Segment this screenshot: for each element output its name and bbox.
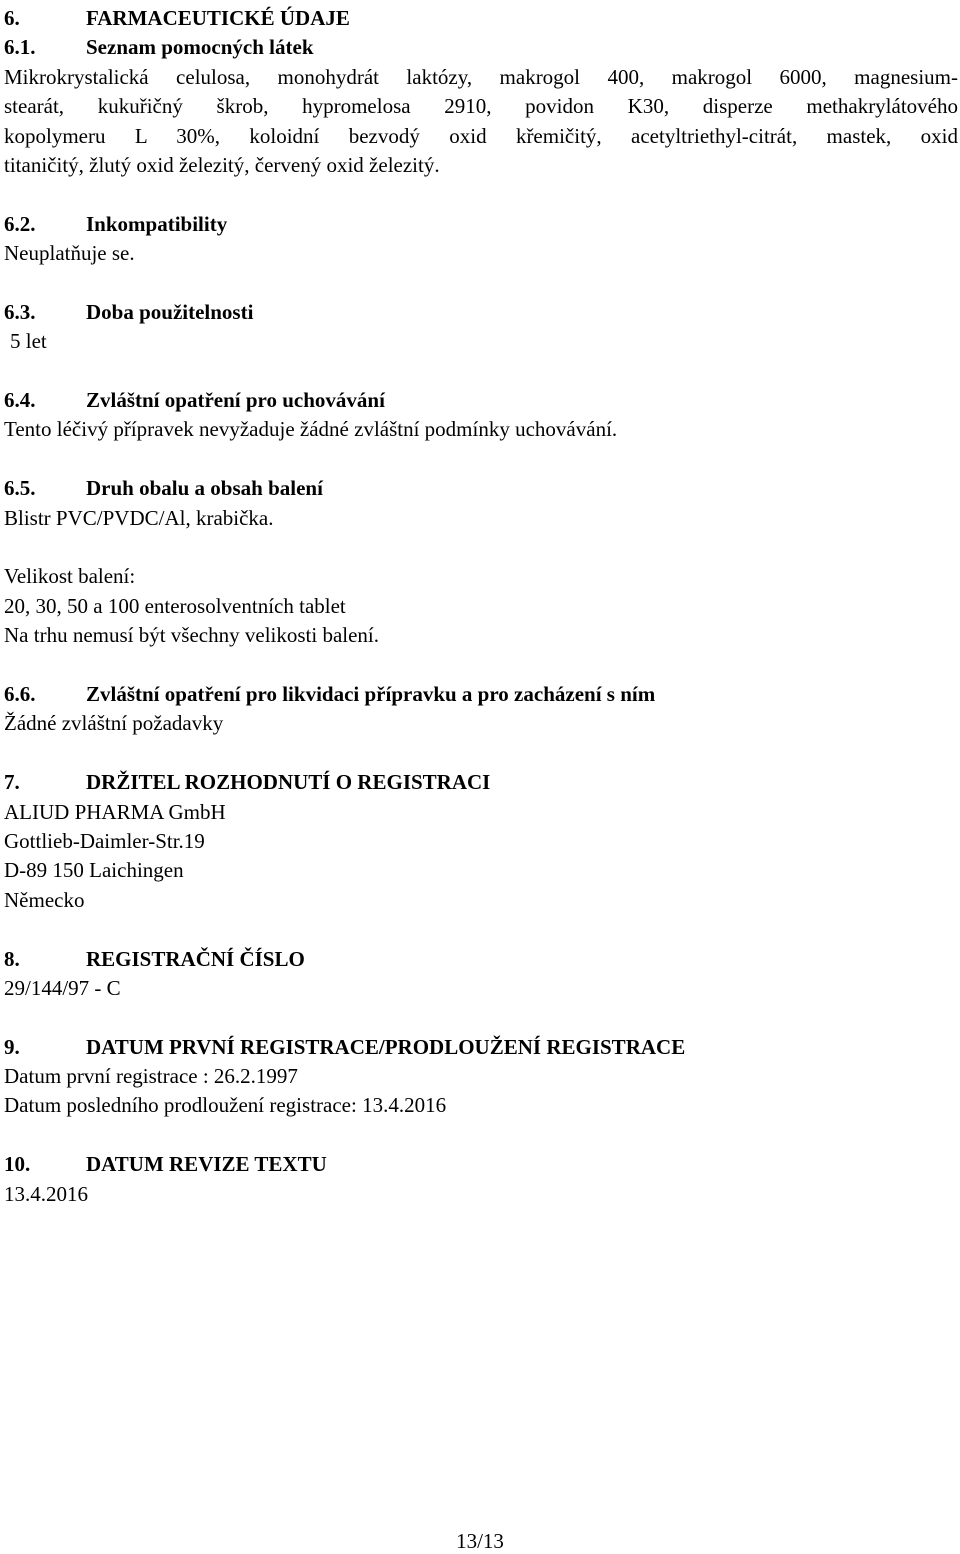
section-title: REGISTRAČNÍ ČÍSLO	[86, 946, 305, 971]
excipients-line-4: titaničitý, žlutý oxid železitý, červený oxid železitý.	[4, 152, 440, 177]
section-10-heading	[4, 1150, 958, 1179]
section-8-heading	[4, 945, 958, 974]
first-registration-date: Datum první registrace : 26.2.1997	[4, 1064, 298, 1089]
incompatibility-text: Neuplatňuje se.	[4, 241, 135, 266]
holder-company: ALIUD PHARMA GmbH	[4, 799, 226, 824]
section-number: 6.5.	[4, 476, 36, 501]
storage-text: Tento léčivý přípravek nevyžaduje žádné zvláštní podmínky uchovávání.	[4, 417, 618, 442]
section-6-heading	[4, 4, 958, 33]
section-number: 6.3.	[4, 299, 36, 324]
section-title: FARMACEUTICKÉ ÚDAJE	[86, 6, 350, 30]
holder-city: D-89 150 Laichingen	[4, 858, 184, 883]
holder-street: Gottlieb-Daimler-Str.19	[4, 828, 205, 853]
section-6-2-heading	[4, 210, 958, 239]
section-number: 6.	[4, 6, 20, 30]
section-number: 9.	[4, 1034, 20, 1059]
section-6-1-heading	[4, 33, 958, 62]
excipients-line-3: kopolymeru L 30%, koloidní bezvodý oxid křemičitý, acetyltriethyl-citrát, mastek, oxid	[4, 123, 958, 148]
renewal-date: Datum posledního prodloužení registrace: 13.4.2016	[4, 1093, 447, 1118]
pack-size-label: Velikost balení:	[4, 564, 136, 589]
disposal-text: Žádné zvláštní požadavky	[4, 711, 224, 736]
section-title: Seznam pomocných látek	[86, 35, 314, 60]
section-9-heading	[4, 1033, 958, 1062]
section-number: 7.	[4, 770, 20, 795]
section-title: Zvláštní opatření pro uchovávání	[86, 388, 385, 413]
registration-number: 29/144/97 - C	[4, 975, 121, 1000]
document-page	[4, 4, 958, 1209]
excipients-line-1: Mikrokrystalická celulosa, monohydrát laktózy, makrogol 400, makrogol 6000, magnesium-	[4, 64, 958, 89]
section-title: Druh obalu a obsah balení	[86, 476, 323, 501]
section-number: 6.2.	[4, 211, 36, 236]
section-7-heading	[4, 768, 958, 797]
section-title: Zvláštní opatření pro likvidaci přípravku a pro zacházení s ním	[86, 681, 656, 706]
section-title: Inkompatibility	[86, 211, 228, 236]
section-6-5-heading	[4, 474, 958, 503]
section-6-4-heading	[4, 386, 958, 415]
pack-note: Na trhu nemusí být všechny velikosti balení.	[4, 623, 380, 648]
shelf-life-text: 5 let	[10, 329, 47, 354]
section-title: Doba použitelnosti	[86, 299, 254, 324]
section-title: DRŽITEL ROZHODNUTÍ O REGISTRACI	[86, 770, 491, 795]
container-text: Blistr PVC/PVDC/Al, krabička.	[4, 505, 274, 530]
revision-date: 13.4.2016	[4, 1181, 88, 1206]
section-6-6-heading	[4, 680, 958, 709]
section-6-3-heading	[4, 298, 958, 327]
section-number: 6.4.	[4, 388, 36, 413]
excipients-line-2: stearát, kukuřičný škrob, hypromelosa 2910, povidon K30, disperze methakrylátového	[4, 94, 958, 119]
section-number: 10.	[4, 1152, 31, 1177]
pack-sizes: 20, 30, 50 a 100 enterosolventních tablet	[4, 593, 346, 618]
section-number: 8.	[4, 946, 20, 971]
section-number: 6.1.	[4, 35, 36, 60]
holder-country: Německo	[4, 887, 85, 912]
section-title: DATUM REVIZE TEXTU	[86, 1152, 327, 1177]
section-title: DATUM PRVNÍ REGISTRACE/PRODLOUŽENÍ REGISTRACE	[86, 1034, 686, 1059]
section-number: 6.6.	[4, 681, 36, 706]
page-number: 13/13	[456, 1529, 504, 1553]
